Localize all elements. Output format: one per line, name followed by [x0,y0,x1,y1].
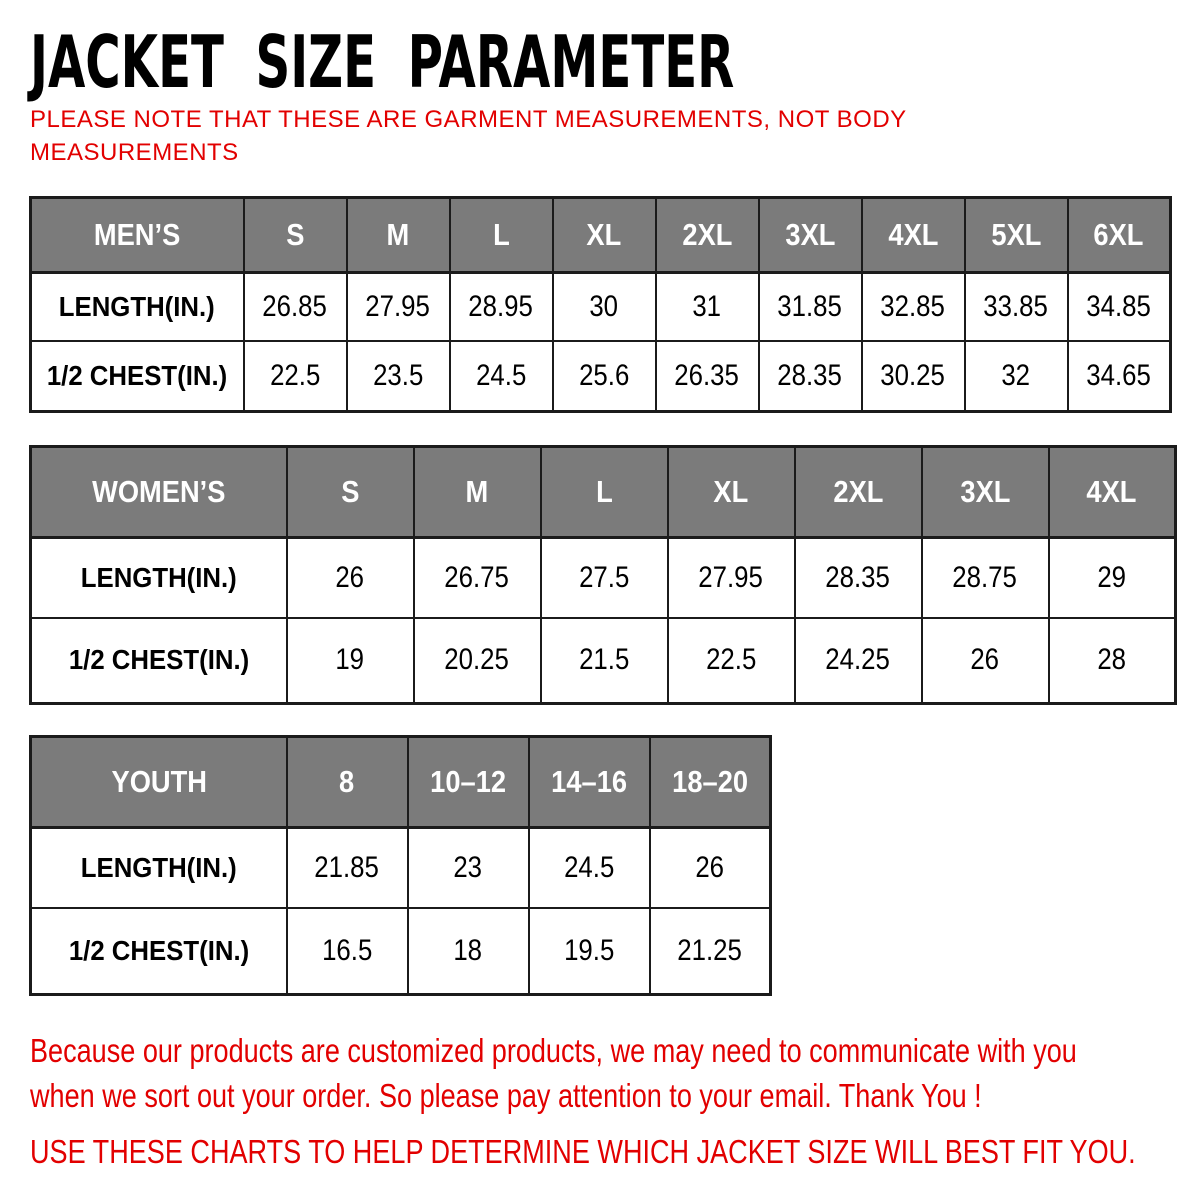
table-cell: 31 [656,273,759,341]
table-cell: 22.5 [668,618,795,704]
size-column-header: L [450,198,553,273]
table-cell: 16.5 [287,908,408,995]
table-cell: 30 [553,273,656,341]
row-label: LENGTH(IN.) [31,538,287,618]
size-column-header: 4XL [1049,447,1176,538]
table-cell: 22.5 [244,341,347,412]
table-cell: 27.5 [541,538,668,618]
size-column-header: S [244,198,347,273]
womens-table-title-cell: WOMEN’S [31,447,287,538]
table-cell: 28.35 [759,341,862,412]
table-cell: 28.75 [922,538,1049,618]
mens-table-title-cell: MEN’S [31,198,244,273]
size-column-header: 3XL [759,198,862,273]
size-column-header: 14–16 [529,737,650,828]
womens-header-row [31,447,1176,538]
youth-length-row [31,828,771,908]
table-cell: 30.25 [862,341,965,412]
size-column-header: XL [553,198,656,273]
page-title: JACKET SIZE PARAMETER [30,20,735,104]
mens-header-row [31,198,1171,273]
table-cell: 31.85 [759,273,862,341]
table-cell: 34.65 [1068,341,1171,412]
row-label: LENGTH(IN.) [31,828,287,908]
size-column-header: 2XL [795,447,922,538]
table-cell: 33.85 [965,273,1068,341]
customization-note-line1: Because our products are customized products, we may need to communicate with you [30,1032,1077,1069]
size-column-header: 18–20 [650,737,771,828]
mens-size-table [29,196,1172,413]
size-column-header: XL [668,447,795,538]
size-column-header: 8 [287,737,408,828]
table-cell: 29 [1049,538,1176,618]
table-cell: 19.5 [529,908,650,995]
table-cell: 23 [408,828,529,908]
table-cell: 18 [408,908,529,995]
table-cell: 21.25 [650,908,771,995]
fit-advice-note: USE THESE CHARTS TO HELP DETERMINE WHICH JACKET SIZE WILL BEST FIT YOU. [30,1133,1136,1170]
table-cell: 26 [650,828,771,908]
mens-length-row [31,273,1171,341]
garment-measurements-note-line2: MEASUREMENTS [30,139,239,166]
row-label: 1/2 CHEST(IN.) [31,618,287,704]
size-column-header: M [414,447,541,538]
table-cell: 26 [287,538,414,618]
row-label: LENGTH(IN.) [31,273,244,341]
table-cell: 25.6 [553,341,656,412]
table-cell: 26 [922,618,1049,704]
size-column-header: L [541,447,668,538]
youth-table-title-cell: YOUTH [31,737,287,828]
table-cell: 28 [1049,618,1176,704]
garment-measurements-note [30,103,907,169]
row-label: 1/2 CHEST(IN.) [31,908,287,995]
womens-chest-row [31,618,1176,704]
customization-note-line2: when we sort out your order. So please pay attention to your email. Thank You ! [30,1077,982,1114]
table-cell: 32.85 [862,273,965,341]
garment-measurements-note-line1: PLEASE NOTE THAT THESE ARE GARMENT MEASUREMENTS, NOT BODY [30,106,907,133]
table-cell: 34.85 [1068,273,1171,341]
size-column-header: 10–12 [408,737,529,828]
youth-chest-row [31,908,771,995]
table-cell: 21.5 [541,618,668,704]
table-cell: 26.75 [414,538,541,618]
table-cell: 26.85 [244,273,347,341]
table-cell: 27.95 [347,273,450,341]
womens-size-table [29,445,1177,705]
mens-chest-row [31,341,1171,412]
size-column-header: 4XL [862,198,965,273]
table-cell: 28.95 [450,273,553,341]
table-cell: 24.5 [529,828,650,908]
size-column-header: 2XL [656,198,759,273]
table-cell: 28.35 [795,538,922,618]
size-column-header: 5XL [965,198,1068,273]
table-cell: 20.25 [414,618,541,704]
size-column-header: M [347,198,450,273]
customization-note [30,1028,1077,1118]
table-cell: 21.85 [287,828,408,908]
youth-size-table [29,735,772,996]
table-cell: 19 [287,618,414,704]
size-column-header: 6XL [1068,198,1171,273]
table-cell: 23.5 [347,341,450,412]
table-cell: 32 [965,341,1068,412]
youth-header-row [31,737,771,828]
row-label: 1/2 CHEST(IN.) [31,341,244,412]
table-cell: 24.25 [795,618,922,704]
table-cell: 26.35 [656,341,759,412]
womens-length-row [31,538,1176,618]
size-column-header: 3XL [922,447,1049,538]
size-column-header: S [287,447,414,538]
table-cell: 24.5 [450,341,553,412]
table-cell: 27.95 [668,538,795,618]
